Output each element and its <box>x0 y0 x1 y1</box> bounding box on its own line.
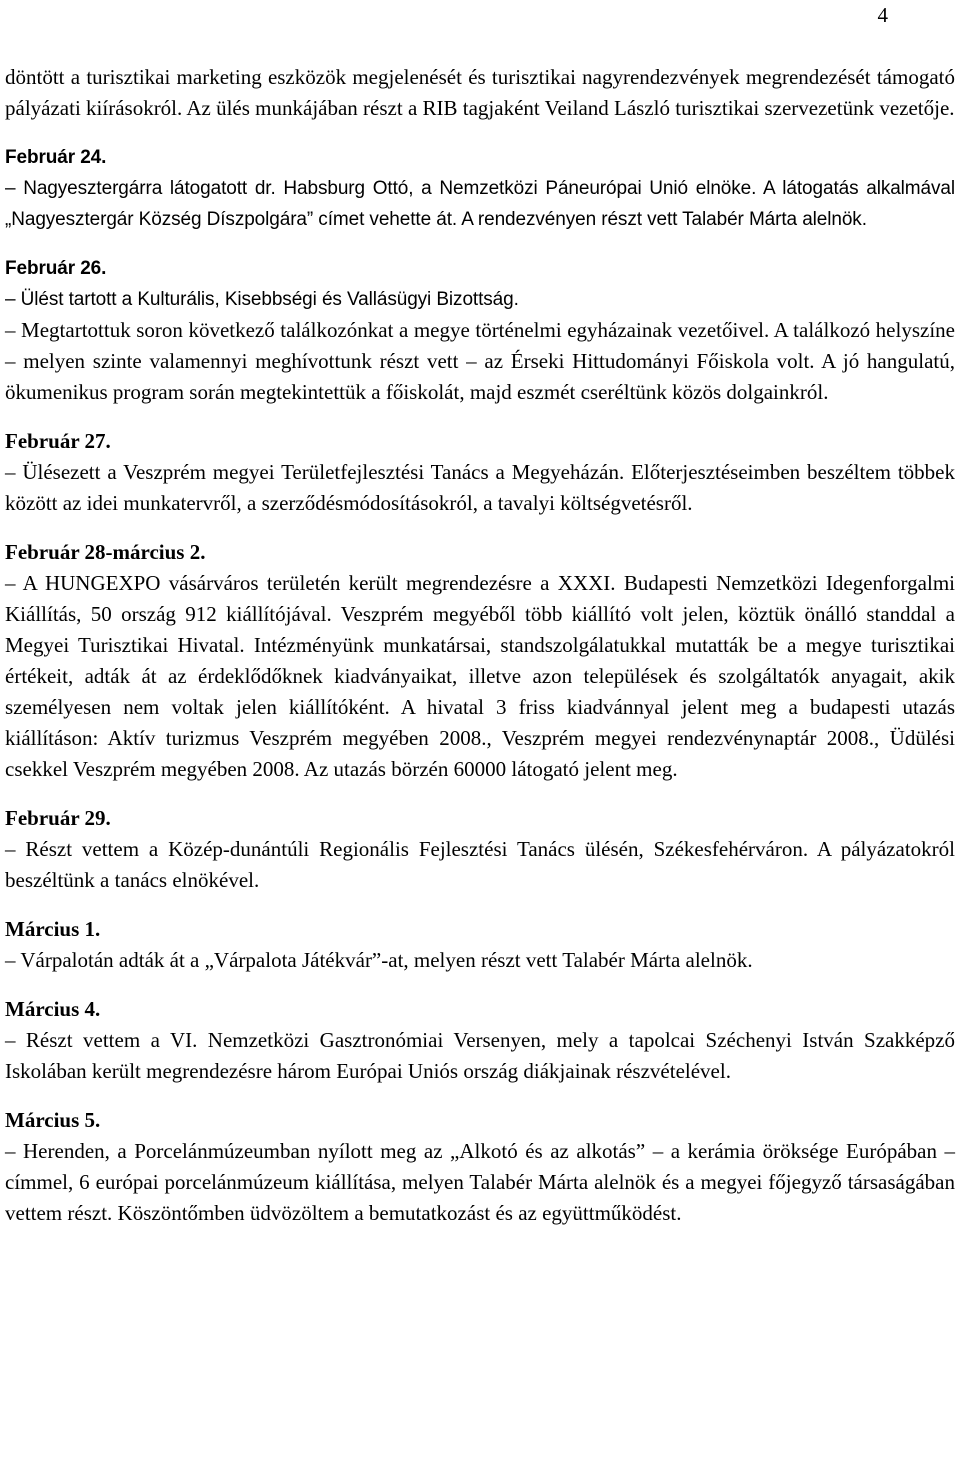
entry-text: – Megtartottuk soron következő találkozónkat a megye történelmi egyházainak vezetőivel. A találkozó helyszíne – melyen szinte valamennyi meghívottunk részt vett – az Érseki Hittudományi Főiskola volt. A jó hangulatú, ökumenikus program során megtekintettük a főiskolát, majd eszmét cseréltünk közös dolgainkról. <box>5 318 955 404</box>
entry-date: Március 4. <box>5 997 101 1021</box>
entry-text: – Ülésezett a Veszprém megyei Területfejlesztési Tanács a Megyeházán. Előterjesztéseimben beszéltem többek között az idei munkatervről, a szerződésmódosításokról, a tavalyi költségvetésről. <box>5 460 955 515</box>
entry-text: – Nagyesztergárra látogatott dr. Habsburg Ottó, a Nemzetközi Páneurópai Unió elnöke. A látogatás alkalmával „Nagyesztergár Község Díszpolgára” címet vehette át. A rendezvényen részt vett Talabér Márta alelnök. <box>5 178 955 230</box>
intro-paragraph: döntött a turisztikai marketing eszközök megjelenését és turisztikai nagyrendezvények megrendezését támogató pályázati kiírásokról. Az ülés munkájában részt a RIB tagjaként Veiland László turisztikai szervezetünk vezetője. <box>5 65 955 120</box>
entry-date: Február 27. <box>5 429 111 453</box>
entry-date: Február 24. <box>5 147 107 168</box>
entry-text: – Várpalotán adták át a „Várpalota Játékvár”-at, melyen részt vett Talabér Márta alelnök. <box>5 948 753 972</box>
page-number: 4 <box>877 3 888 27</box>
entry-text: – Herenden, a Porcelánmúzeumban nyílott meg az „Alkotó és az alkotás” – a kerámia öröksége Európában – címmel, 6 európai porcelánmúzeum kiállítása, melyen Talabér Márta alelnök és a megyei főjegyző társaságában vettem részt. Köszöntőmben üdvözöltem a bemutatkozást és az együttműködést. <box>5 1139 955 1225</box>
entry-text: – Ülést tartott a Kulturális, Kisebbségi és Vallásügyi Bizottság. <box>5 289 519 310</box>
entry-date: Február 29. <box>5 806 111 830</box>
entry-text: – Részt vettem a VI. Nemzetközi Gasztronómiai Versenyen, mely a tapolcai Széchenyi István Szakképző Iskolában került megrendezésre három Európai Uniós ország diákjainak részvételével. <box>5 1028 955 1083</box>
document-body <box>5 62 955 1229</box>
entry-date: Február 28-március 2. <box>5 540 206 564</box>
entry-text: – A HUNGEXPO vásárváros területén került megrendezésre a XXXI. Budapesti Nemzetközi Idegenforgalmi Kiállítás, 50 ország 912 kiállítójával. Veszprém megyéből több kiállító volt jelen, köztük önálló standdal a Megyei Turisztikai Hivatal. Intézményünk munkatársai, standszolgálatukkal mutatták be a megye turisztikai értékeit, adták át az érdeklődőknek kiadványaikat, illetve azon települések és szolgáltatók anyagait, akik személyesen nem voltak jelen kiállítóként. A hivatal 3 friss kiadvánnyal jelent meg a budapesti utazás kiállításon: Aktív turizmus Veszprém megyében 2008., Veszprém megyei rendezvénynaptár 2008., Üdülési csekkel Veszprém megyében 2008. Az utazás börzén 60000 látogató jelent meg. <box>5 571 955 781</box>
entry-date: Március 1. <box>5 917 101 941</box>
entry-date: Február 26. <box>5 258 107 279</box>
entry-text: – Részt vettem a Közép-dunántúli Regionális Fejlesztési Tanács ülésén, Székesfehérváron. A pályázatokról beszéltünk a tanács elnökével. <box>5 837 955 892</box>
entry-date: Március 5. <box>5 1108 101 1132</box>
